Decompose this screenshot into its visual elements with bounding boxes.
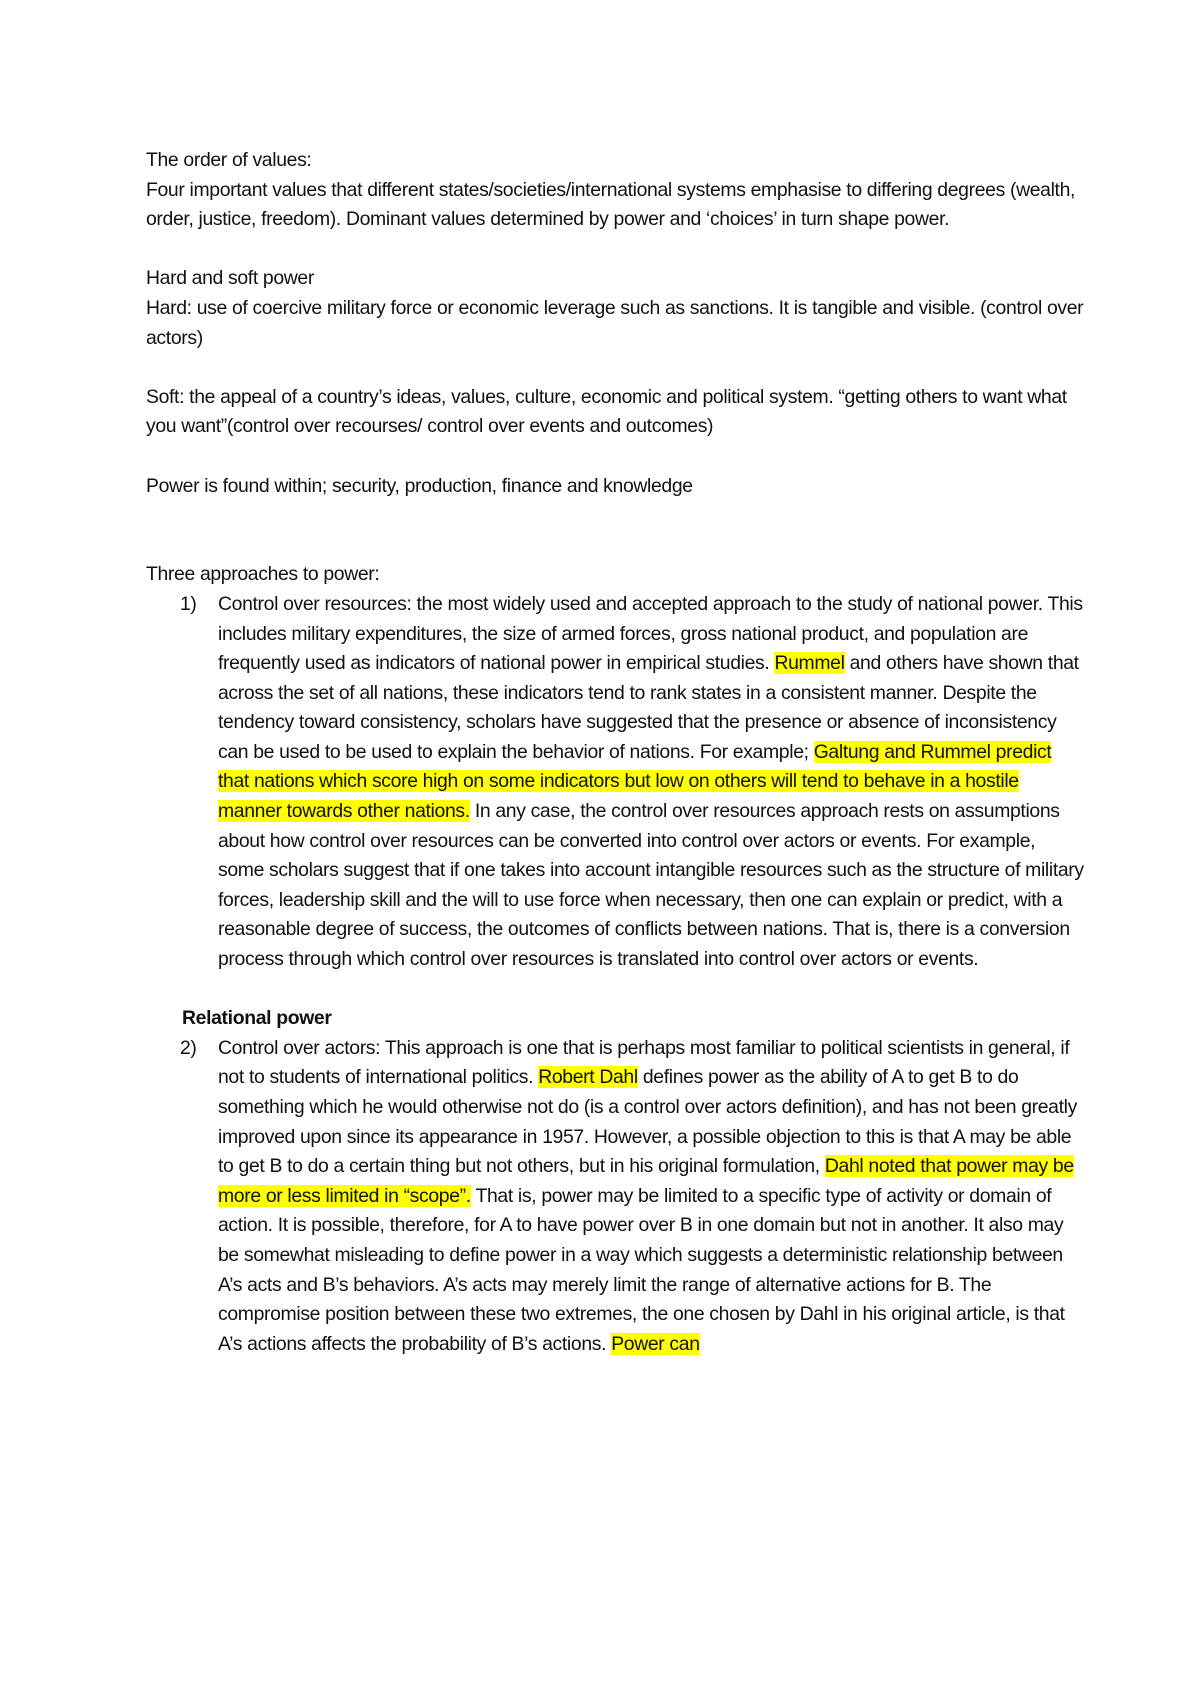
spacer bbox=[146, 442, 1086, 472]
list-number: 2) bbox=[180, 1036, 197, 1059]
item2-text-3: That is, power may be limited to a specific type of activity or domain of action. It is possible, therefore, for A to have power over B in one domain but not in another. It also may be somewhat misleading to define power in a way which suggests a deterministic relationship between A’s acts and B’s behaviors. A’s acts may merely limit the range of alternative actions for B. The compromise position between these two extremes, the one chosen by Dahl in his original article, is that A’s actions affects the probability of B’s actions. bbox=[218, 1184, 1065, 1355]
highlight-rummel: Rummel bbox=[774, 652, 845, 675]
highlight-galtung-rummel: Galtung and Rummel predict that nations which score high on some indicators but low on others will tend to behave in a hostile manner towards other nations. bbox=[218, 740, 1052, 823]
list-item bbox=[146, 590, 1086, 975]
item1-text-2: and others have shown that across the set of all nations, these indicators tend to rank states in a consistent manner. Despite the tendency toward consistency, scholars have suggested that the presence or absence of inconsistency can be used to be used to explain the behavior of nations. For example; bbox=[218, 652, 1079, 763]
document-page bbox=[146, 146, 1086, 1359]
hard-power-paragraph: Hard: use of coercive military force or economic leverage such as sanctions. It is tangible and visible. (control over actors) bbox=[146, 296, 1084, 349]
highlight-power-can: Power can bbox=[611, 1332, 700, 1355]
item2-text-2: defines power as the ability of A to get B to do something which he would otherwise not do (is a control over actors definition), and has not been greatly improved upon since its appearance in 1957. However, a possible objection to this is that A may be able to get B to do a certain thing but not others, but in his original formulation, bbox=[218, 1066, 1077, 1178]
soft-power-paragraph: Soft: the appeal of a country’s ideas, values, culture, economic and political system. “getting others to want what you want”(control over recourses/ control over events and outcomes) bbox=[146, 385, 1067, 438]
highlight-robert-dahl: Robert Dahl bbox=[538, 1066, 638, 1089]
item1-text-1: Control over resources: the most widely used and accepted approach to the study of national power. This includes military expenditures, the size of armed forces, gross national product, and population are frequently used as indicators of national power in empirical studies. bbox=[218, 592, 1083, 675]
spacer bbox=[146, 975, 1086, 1005]
relational-power-heading: Relational power bbox=[182, 1007, 332, 1030]
item1-text-3: In any case, the control over resources approach rests on assumptions about how control over resources can be converted into control over actors or events. For example, some scholars suggest that if one takes into account intangible resources such as the structure of military forces, leadership skill and the will to use force when necessary, then one can explain or predict, with a reasonable degree of success, the outcomes of conflicts between nations. That is, there is a conversion process through which control over resources is translated into control over actors or events. bbox=[218, 800, 1084, 971]
spacer bbox=[146, 353, 1086, 383]
hard-soft-power-heading: Hard and soft power bbox=[146, 267, 314, 290]
item2-text-1: Control over actors: This approach is one that is perhaps most familiar to political scientists in general, if not to students of international politics. bbox=[218, 1036, 1070, 1089]
order-of-values-heading: The order of values: bbox=[146, 149, 312, 171]
list-number: 1) bbox=[180, 592, 197, 615]
power-found-paragraph: Power is found within; security, production, finance and knowledge bbox=[146, 474, 693, 497]
approaches-list-continued bbox=[146, 1034, 1086, 1360]
approaches-list bbox=[146, 590, 1086, 975]
order-of-values-body: Four important values that different states/societies/international systems emphasise to differing degrees (wealth, order, justice, freedom). Dominant values determined by power and ‘choices’ in turn shape power. bbox=[146, 178, 1076, 231]
highlight-dahl-scope: Dahl noted that power may be more or less limited in “scope”. bbox=[218, 1155, 1074, 1207]
spacer bbox=[146, 501, 1086, 560]
three-approaches-heading: Three approaches to power: bbox=[146, 563, 380, 586]
list-item bbox=[146, 1034, 1086, 1360]
spacer bbox=[146, 235, 1086, 265]
